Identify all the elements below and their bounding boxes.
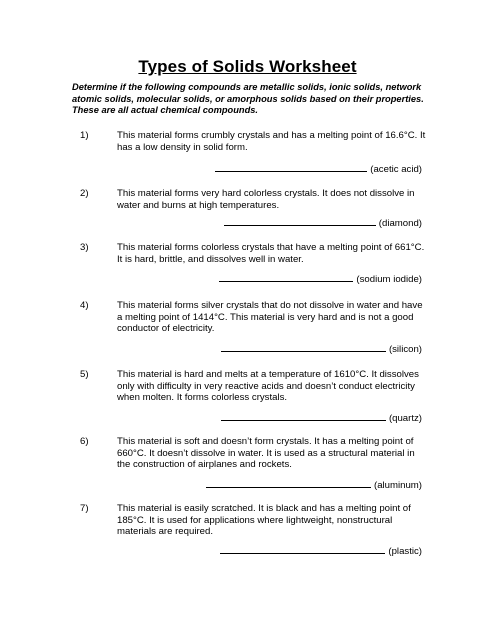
question-number: 1) [80,130,89,141]
question-number: 5) [80,369,89,380]
answer-hint: (sodium iodide) [356,274,422,285]
answer-hint: (diamond) [378,218,422,229]
answer-blank[interactable] [206,478,371,488]
answer-blank[interactable] [215,162,367,172]
question-number: 4) [80,300,89,311]
answer-line[interactable] [220,544,422,558]
question-text: This material forms silver crystals that do not dissolve in water and have a melting point of 1414°C. This material is very hard and is not a good conductor of electricity. [117,300,423,335]
answer-blank[interactable] [224,216,376,226]
answer-line[interactable] [221,342,422,356]
answer-blank[interactable] [219,272,353,282]
answer-blank[interactable] [221,342,386,352]
answer-line[interactable] [206,478,422,492]
answer-blank[interactable] [221,411,386,421]
answer-line[interactable] [224,216,422,230]
answer-line[interactable] [219,272,422,286]
question-number: 3) [80,242,89,253]
question-number: 6) [80,436,89,447]
question-text: This material is hard and melts at a temperature of 1610°C. It dissolves only with difficulty in very reactive acids and doesn’t conduct electricity when molten. It forms colorless crystals. [117,369,419,404]
question-text: This material forms very hard colorless crystals. It does not dissolve in water and burns at high temperatures. [117,188,415,211]
answer-hint: (acetic acid) [370,164,422,175]
answer-hint: (silicon) [388,344,422,355]
answer-line[interactable] [221,411,422,425]
question-number: 7) [80,503,89,514]
answer-blank[interactable] [220,544,385,554]
question-text: This material forms crumbly crystals and has a melting point of 16.6°C. It has a low density in solid form. [117,130,426,153]
answer-hint: (aluminum) [374,480,422,491]
question-number: 2) [80,188,89,199]
question-text: This material is easily scratched. It is black and has a melting point of 185°C. It is used for applications where lightweight, nonstructural materials are required. [117,503,411,538]
answer-hint: (plastic) [388,546,422,557]
question-text: This material forms colorless crystals that have a melting point of 661°C. It is hard, brittle, and dissolves well in water. [117,242,425,265]
answer-line[interactable] [215,162,422,176]
worksheet-title: Types of Solids Worksheet [138,57,357,76]
worksheet-instructions: Determine if the following compounds are metallic solids, ionic solids, network atomic solids, molecular solids, or amorphous solids based on their properties. These are all actual chemical compounds. [72,82,424,116]
answer-hint: (quartz) [388,413,422,424]
question-text: This material is soft and doesn’t form crystals. It has a melting point of 660°C. It doesn’t dissolve in water. It is used as a structural material in the construction of airplanes and rockets. [117,436,415,471]
